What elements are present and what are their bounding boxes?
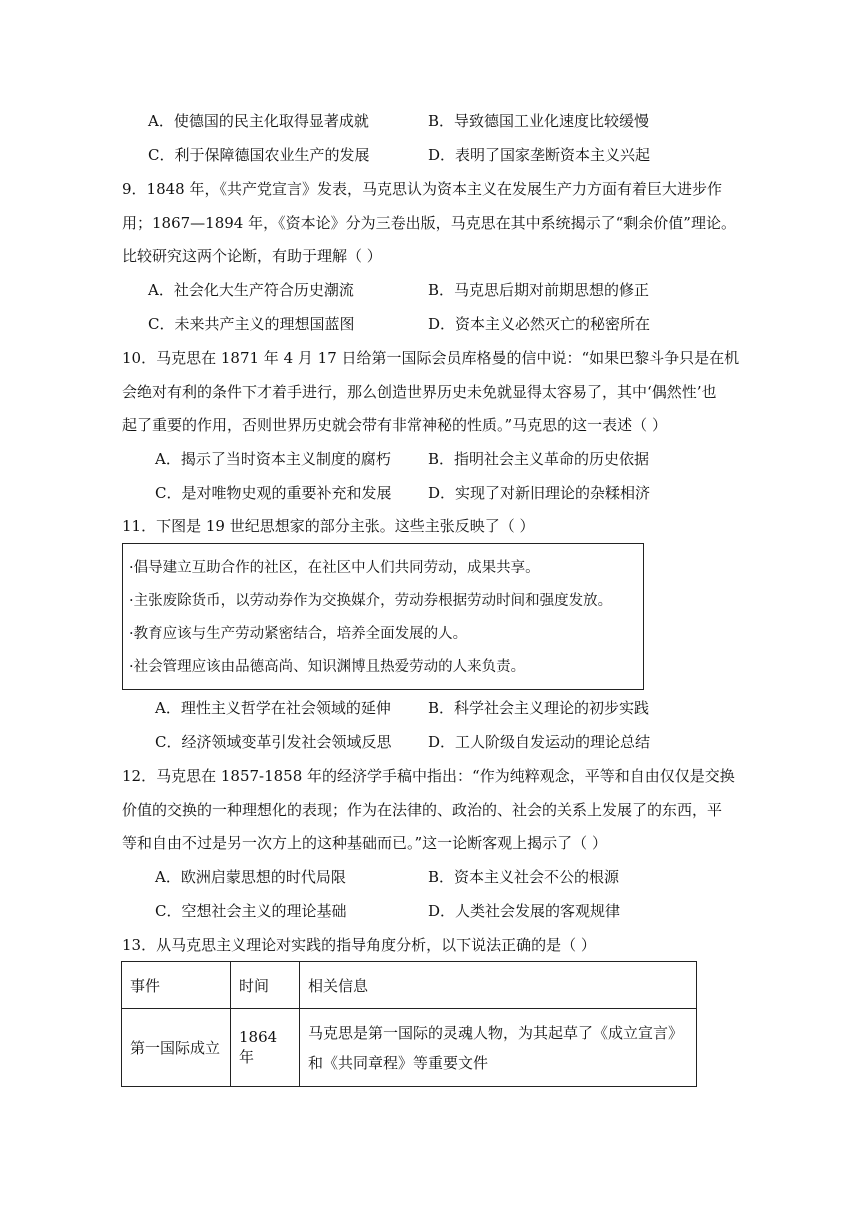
q12-stem-line2: 价值的交换的一种理想化的表现；作为在法律的、政治的、社会的关系上发展了的东西，平	[122, 801, 723, 819]
q9-stem-line3: 比较研究这两个论断，有助于理解（ ）	[122, 247, 382, 265]
q10-stem-line3: 起了重要的作用，否则世界历史就会带有非常神秘的性质。”马克思的这一表述（ ）	[122, 416, 667, 434]
q11-box-line2: ·主张废除货币，以劳动券作为交换媒介，劳动券根据劳动时间和强度发放。	[129, 593, 613, 609]
q10-stem-line2: 会绝对有利的条件下才着手进行，那么创造世界历史未免就显得太容易了，其中‘偶然性’也	[122, 383, 717, 401]
cell-info-line2: 和《共同章程》等重要文件	[308, 1053, 489, 1072]
q9-option-c: C．未来共产主义的理想国蓝图	[148, 315, 355, 333]
q10-option-a: A．揭示了当时资本主义制度的腐朽	[155, 450, 391, 468]
q8-option-d: D．表明了国家垄断资本主义兴起	[428, 146, 651, 164]
q13-table	[121, 961, 697, 1087]
q9-option-b: B．马克思后期对前期思想的修正	[428, 281, 650, 299]
q12-option-b: B．资本主义社会不公的根源	[428, 868, 620, 886]
q12-stem-line3: 等和自由不过是另一次方上的这种基础而已。”这一论断客观上揭示了（ ）	[122, 834, 607, 852]
q12-option-a: A．欧洲启蒙思想的时代局限	[155, 868, 346, 886]
q12-option-c: C．空想社会主义的理论基础	[155, 902, 347, 920]
q11-box-line4: ·社会管理应该由品德高尚、知识渊博且热爱劳动的人来负责。	[129, 659, 526, 675]
header-info: 相关信息	[300, 962, 697, 1009]
q11-box-line3: ·教育应该与生产劳动紧密结合，培养全面发展的人。	[129, 626, 468, 642]
q12-option-d: D．人类社会发展的客观规律	[428, 902, 621, 920]
header-event: 事件	[122, 962, 231, 1009]
cell-event: 第一国际成立	[122, 1009, 231, 1087]
q9-option-a: A．社会化大生产符合历史潮流	[148, 281, 354, 299]
q9-stem-line2: 用；1867—1894 年，《资本论》分为三卷出版，马克思在其中系统揭示了“剩余价值”理论。	[122, 214, 736, 232]
q11-option-b: B．科学社会主义理论的初步实践	[428, 699, 650, 717]
q11-option-a: A．理性主义哲学在社会领域的延伸	[155, 699, 391, 717]
q11-option-d: D．工人阶级自发运动的理论总结	[428, 733, 651, 751]
q11-box-line1: ·倡导建立互助合作的社区，在社区中人们共同劳动，成果共享。	[129, 560, 540, 576]
q11-stem: 11．下图是 19 世纪思想家的部分主张。这些主张反映了（ ）	[122, 517, 535, 535]
q9-option-d: D．资本主义必然灭亡的秘密所在	[428, 315, 651, 333]
cell-info	[300, 1009, 697, 1087]
q8-option-b: B．导致德国工业化速度比较缓慢	[428, 112, 650, 130]
header-time: 时间	[231, 962, 300, 1009]
q13-stem: 13．从马克思主义理论对实践的指导角度分析，以下说法正确的是（ ）	[122, 936, 596, 954]
q9-stem-line1: 9．1848 年，《共产党宣言》发表，马克思认为资本主义在发展生产力方面有着巨大进步作	[122, 180, 722, 198]
q12-stem-line1: 12．马克思在 1857-1858 年的经济学手稿中指出：“作为纯粹观念，平等和自由仅仅是交换	[122, 767, 735, 785]
q8-option-c: C．利于保障德国农业生产的发展	[148, 146, 370, 164]
q11-quote-box	[122, 543, 644, 690]
cell-time: 1864 年	[231, 1009, 300, 1087]
q10-option-b: B．指明社会主义革命的历史依据	[428, 450, 650, 468]
table-row	[122, 1009, 697, 1087]
q10-stem-line1: 10．马克思在 1871 年 4 月 17 日给第一国际会员库格曼的信中说：“如果巴黎斗争只是在机	[122, 349, 740, 367]
table-header-row	[122, 962, 697, 1009]
q11-option-c: C．经济领域变革引发社会领域反思	[155, 733, 392, 751]
q10-option-d: D．实现了对新旧理论的杂糅相济	[428, 484, 651, 502]
q8-option-a: A．使德国的民主化取得显著成就	[148, 112, 369, 130]
q10-option-c: C．是对唯物史观的重要补充和发展	[155, 484, 392, 502]
cell-info-line1: 马克思是第一国际的灵魂人物，为其起草了《成立宣言》	[308, 1023, 684, 1042]
